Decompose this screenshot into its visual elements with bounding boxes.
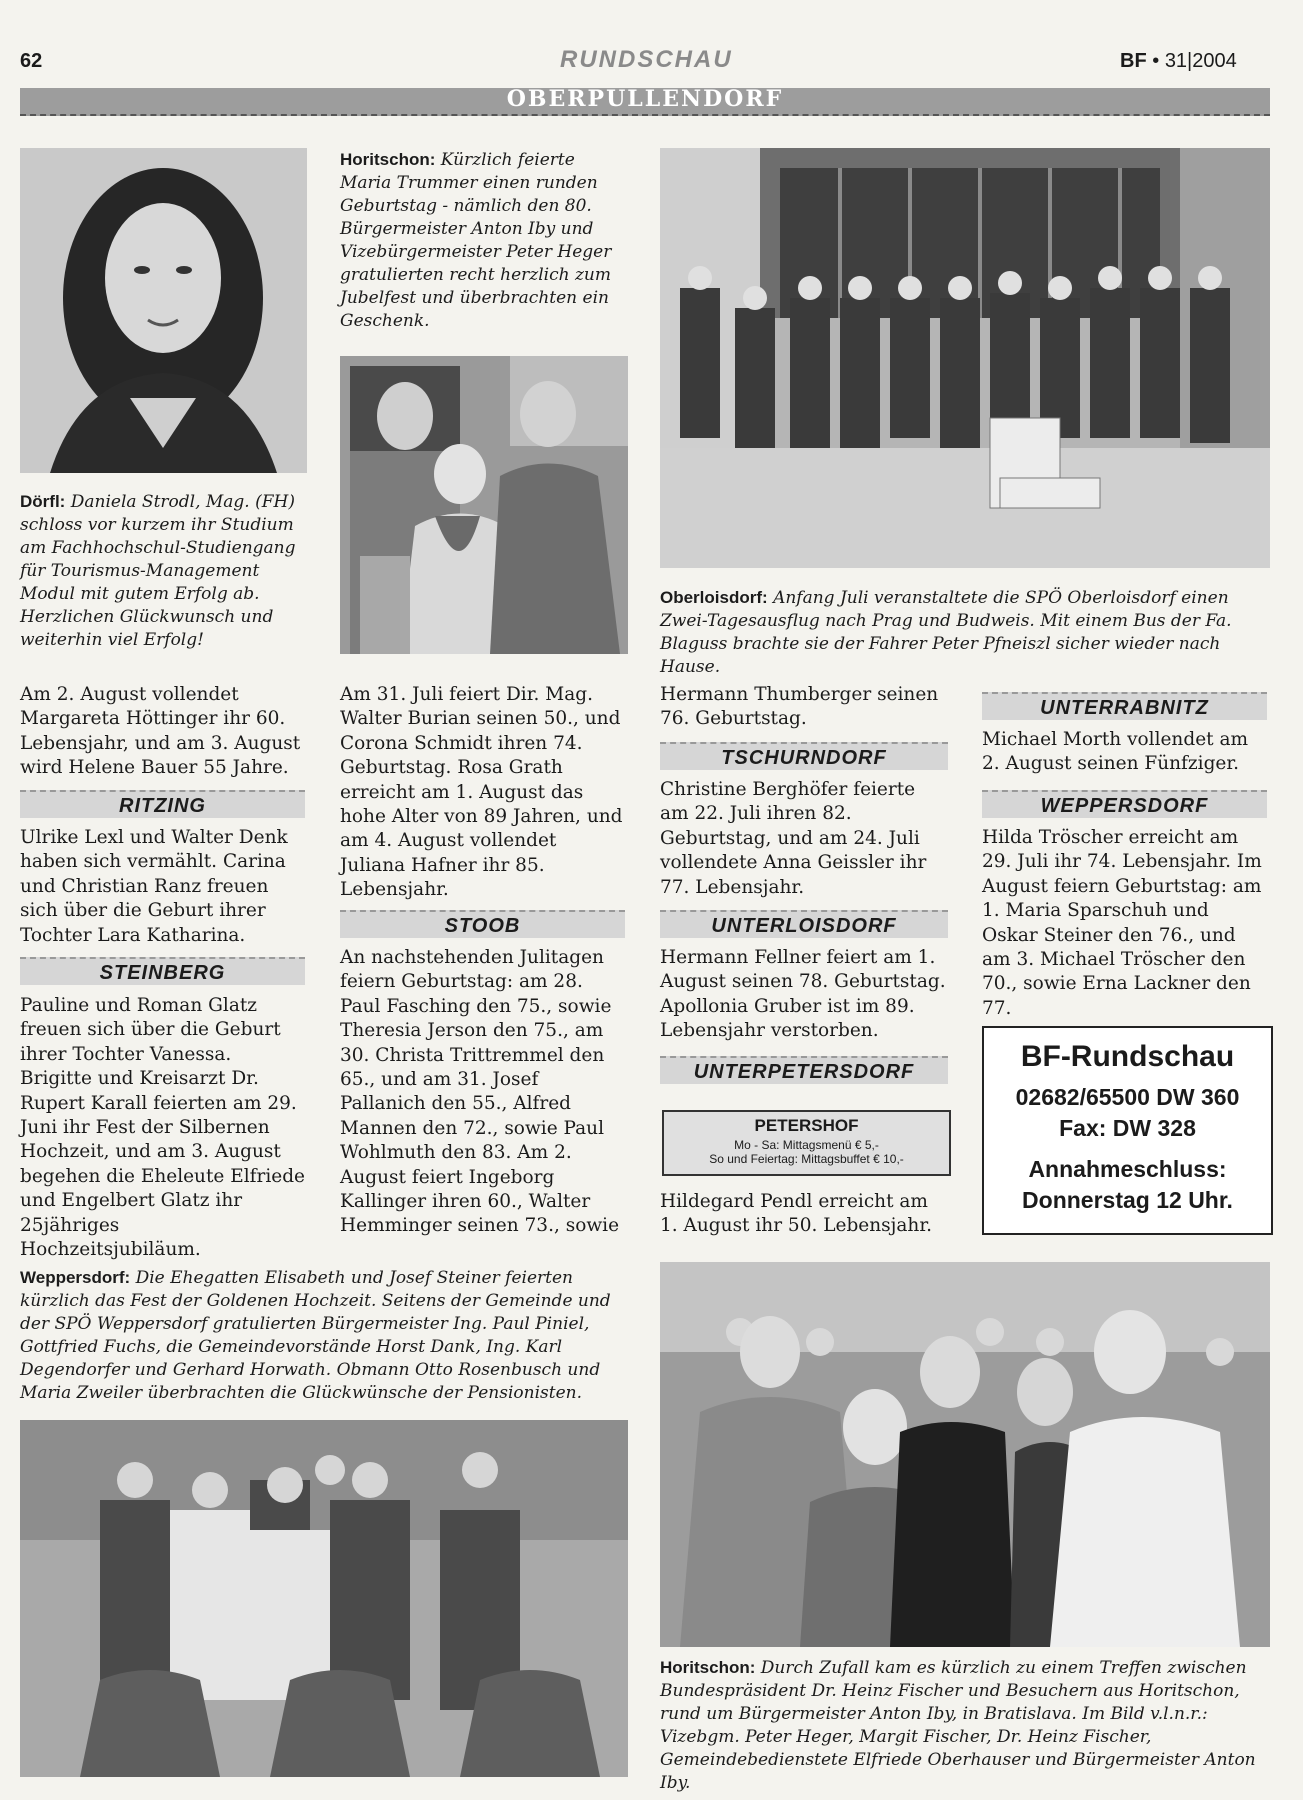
col1-intro: Am 2. August vollendet Margareta Höttinger ihr 60. Lebensjahr, und am 3. August wird Helene Bauer 55 Jahre.	[20, 684, 301, 779]
text-unterrabnitz: Michael Morth vollendet am 2. August seinen Fünfziger.	[982, 729, 1249, 775]
petershof-name: PETERSHOF	[754, 1116, 859, 1135]
caption-place: Dörfl:	[20, 492, 66, 511]
issue-separator: •	[1152, 50, 1160, 72]
photo-weppersdorf-golden-wedding	[20, 1420, 628, 1777]
caption-text: Kürzlich feierte Maria Trummer einen runden Geburtstag - nämlich den 80. Bürgermeister Anton Iby und Vizebürgermeister Peter Heger gratulierten recht herzlich zum Jubelfest und überbrachten ein Geschenk.	[340, 150, 612, 331]
text-unterpetersdorf: Hildegard Pendl erreicht am 1. August ihr 50. Lebensjahr.	[660, 1191, 933, 1237]
heading-unterrabnitz: UNTERRABNITZ	[982, 692, 1267, 720]
section-title: OBERPULLENDORF	[506, 86, 784, 112]
photo-portrait-strodl	[20, 148, 307, 473]
caption-text: Anfang Juli veranstaltete die SPÖ Oberloisdorf einen Zwei-Tagesausflug nach Prag und Budweis. Mit einem Bus der Fa. Blaguss brachte sie der Fahrer Peter Pfneiszl sicher wieder nach Hause.	[660, 588, 1232, 677]
petershof-line1: Mo - Sa: Mittagsmenü € 5,-	[734, 1138, 879, 1152]
caption-place: Weppersdorf:	[20, 1268, 131, 1287]
petershof-line2: So und Feiertag: Mittagsbuffet € 10,-	[709, 1152, 904, 1166]
col2-intro: Am 31. Juli feiert Dir. Mag. Walter Burian seinen 50., und Corona Schmidt ihren 74. Geburtstag. Rosa Grath erreicht am 1. August das hohe Alter von 89 Jahren, und am 4. August vollendet Juliana Hafner ihr 85. Lebensjahr.	[340, 684, 623, 901]
text-tschurndorf: Christine Berghöfer feierte am 22. Juli ihren 82. Geburtstag, und am 24. Juli vollendete Anna Geissler ihr 77. Lebensjahr.	[660, 779, 927, 898]
ad-deadline-label: Annahmeschluss:	[1028, 1156, 1227, 1182]
caption-horitschon-bottom	[660, 1656, 1272, 1795]
caption-text: Daniela Strodl, Mag. (FH) schloss vor kurzem ihr Studium am Fachhochschul-Studiengang für Tourismus-Management Modul mit gutem Erfolg ab. Herzlichen Glückwunsch und weiterhin viel Erfolg!	[20, 492, 296, 650]
photo-trummer-birthday	[340, 356, 628, 654]
heading-tschurndorf: TSCHURNDORF	[660, 742, 948, 770]
heading-stoob: STOOB	[340, 910, 625, 938]
caption-horitschon-top	[340, 148, 630, 333]
issue-info	[1120, 50, 1237, 73]
ad-deadline-value: Donnerstag 12 Uhr.	[1022, 1187, 1233, 1213]
col3-intro: Hermann Thumberger seinen 76. Geburtstag.	[660, 684, 939, 730]
text-stoob: An nachstehenden Julitagen feiern Geburtstag: am 28. Paul Fasching den 75., sowie Theresia Jerson den 75., am 30. Christa Trittremmel den 65., und am 31. Josef Pallanich den 55., Alfred Mannen den 72., sowie Paul Wohlmuth den 83. Am 2. August feiert Ingeborg Kallinger ihren 60., Walter Hemminger seinen 73., sowie	[340, 947, 620, 1237]
issue-brand: BF	[1120, 50, 1147, 72]
ad-fax: Fax: DW 328	[1059, 1115, 1196, 1141]
ad-phone: 02682/65500 DW 360	[1015, 1084, 1240, 1110]
contact-ad	[982, 1026, 1273, 1235]
caption-doerfl	[20, 490, 310, 652]
text-unterloisdorf: Hermann Fellner feiert am 1. August seinen 78. Geburtstag. Apollonia Gruber ist im 89. Lebensjahr verstorben.	[660, 947, 946, 1042]
caption-text: Durch Zufall kam es kürzlich zu einem Treffen zwischen Bundespräsident Dr. Heinz Fischer und Besuchern aus Horitschon, rund um Bürgermeister Anton Iby, in Bratislava. Im Bild v.l.n.r.: Vizebgm. Peter Heger, Margit Fischer, Dr. Heinz Fischer, Gemeindebedienstete Elfriede Oberhauser und Bürgermeister Anton Iby.	[660, 1658, 1256, 1793]
heading-steinberg: STEINBERG	[20, 957, 305, 985]
photo-oberloisdorf-group	[660, 148, 1270, 568]
caption-place: Horitschon:	[660, 1658, 756, 1677]
heading-weppersdorf: WEPPERSDORF	[982, 790, 1267, 818]
text-steinberg: Pauline und Roman Glatz freuen sich über die Geburt ihrer Tochter Vanessa. Brigitte und Kreisarzt Dr. Rupert Karall feierten am 29. Juni ihr Fest der Silbernen Hochzeit, und am 3. August begehen die Eheleute Elfriede und Engelbert Glatz ihr 25jähriges Hochzeitsjubiläum.	[20, 995, 306, 1261]
paper-name: RUNDSCHAU	[560, 46, 733, 73]
caption-place: Oberloisdorf:	[660, 588, 768, 607]
heading-ritzing: RITZING	[20, 790, 305, 818]
text-ritzing: Ulrike Lexl und Walter Denk haben sich vermählt. Carina und Christian Ranz freuen sich über die Geburt ihrer Tochter Lara Katharina.	[20, 827, 288, 946]
caption-oberloisdorf	[660, 586, 1272, 679]
caption-text: Die Ehegatten Elisabeth und Josef Steiner feierten kürzlich das Fest der Goldenen Hochzeit. Seitens der Gemeinde und der SPÖ Weppersdorf gratulierten Bürgermeister Ing. Paul Piniel, Gottfried Fuchs, die Gemeindevorstände Horst Dank, Ing. Karl Degendorfer und Gerhard Horwath. Obmann Otto Rosenbusch und Maria Zweiler überbrachten die Glückwünsche der Pensionisten.	[20, 1268, 611, 1403]
page-number: 62	[20, 50, 43, 72]
heading-unterloisdorf: UNTERLOISDORF	[660, 910, 948, 938]
caption-weppersdorf	[20, 1266, 630, 1405]
caption-place: Horitschon:	[340, 150, 436, 169]
ad-title: BF-Rundschau	[1020, 1040, 1235, 1073]
issue-number: 31|2004	[1164, 50, 1237, 72]
petershof-ad	[662, 1110, 951, 1176]
text-weppersdorf: Hilda Tröscher erreicht am 29. Juli ihr 74. Lebensjahr. Im August feiern Geburtstag: am 1. Maria Sparschuh und Oskar Steiner den 76., und am 3. Michael Tröscher den 70., sowie Erna Lackner den 77.	[982, 827, 1262, 1019]
heading-unterpetersdorf: UNTERPETERSDORF	[660, 1056, 948, 1084]
photo-horitschon-bundespraesident	[660, 1262, 1270, 1647]
